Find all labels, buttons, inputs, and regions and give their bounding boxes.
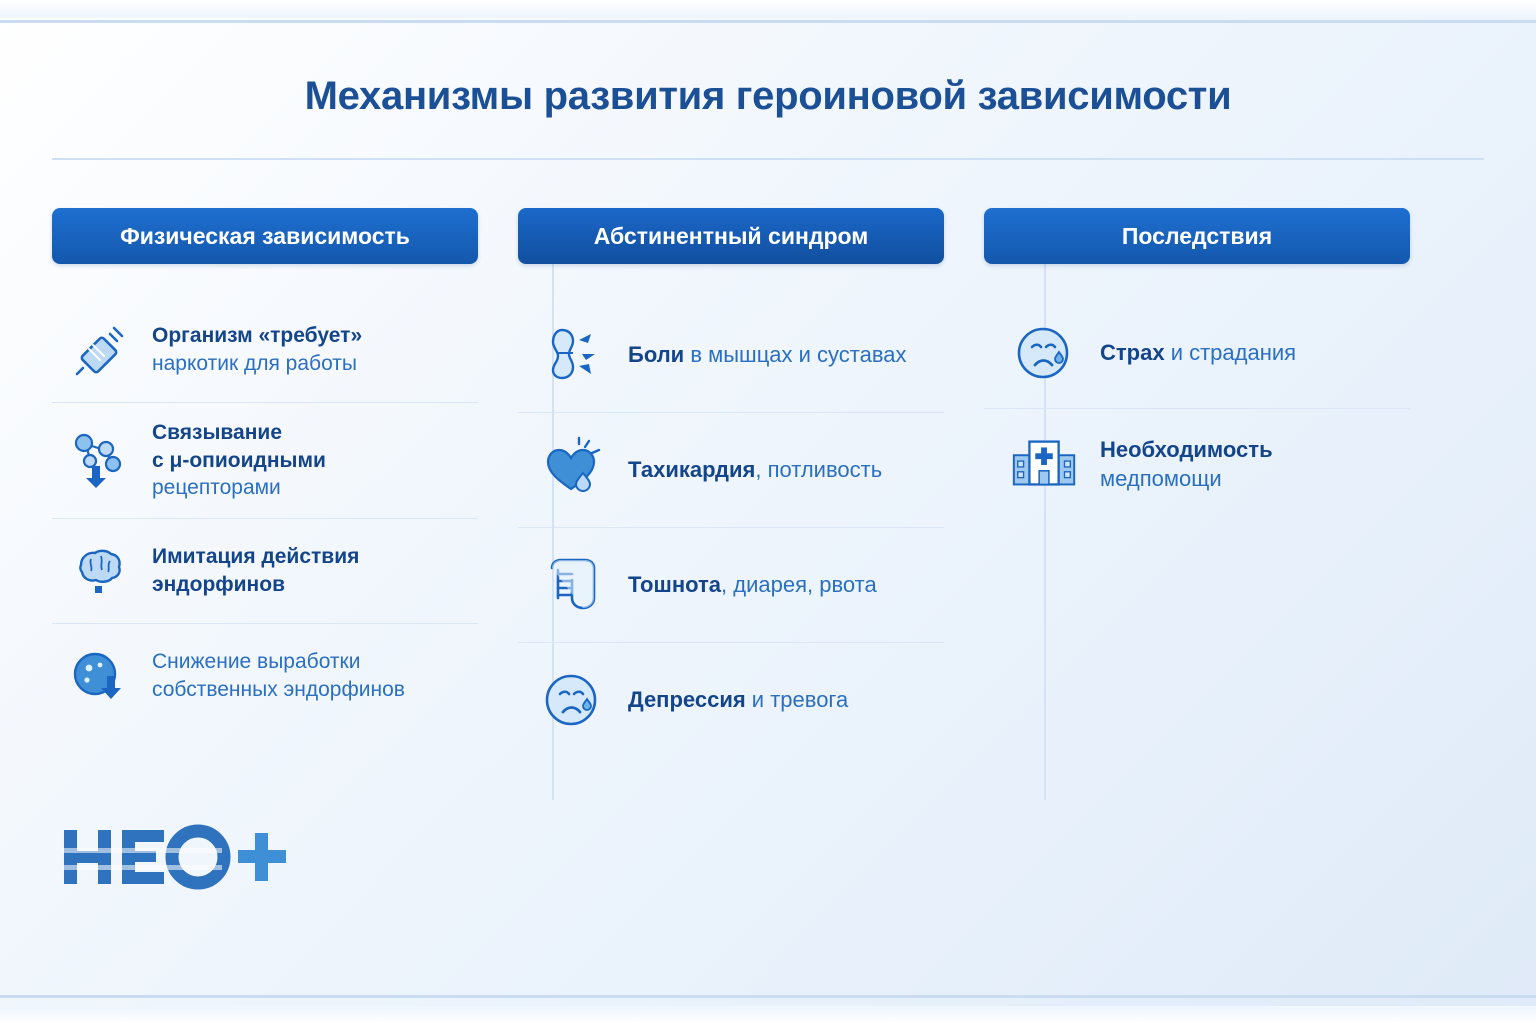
column-2-items — [518, 298, 944, 757]
list-item-text — [152, 543, 359, 598]
column-header-3: Последствия — [984, 208, 1410, 264]
list-item-text — [1100, 435, 1273, 493]
list-item-text — [628, 455, 882, 484]
column-physical-dependence — [52, 208, 478, 757]
intestine-icon — [536, 548, 610, 622]
list-item-text — [152, 322, 362, 377]
endorphin-decrease-icon — [64, 641, 134, 711]
hospital-icon — [1008, 427, 1082, 501]
list-item-text — [628, 340, 907, 369]
column-consequences — [984, 208, 1410, 757]
list-item-text: Снижение выработки собственных эндорфинов — [152, 650, 405, 702]
item-bold-text: Организм «требует» — [152, 324, 363, 348]
sad-face-icon — [536, 663, 610, 737]
list-item[interactable] — [518, 298, 944, 413]
joint-pain-icon — [536, 318, 610, 392]
list-item[interactable] — [518, 413, 944, 528]
item-rest-text: , диарея, рвота — [721, 572, 877, 598]
item-rest-text: наркотик для работы — [152, 352, 357, 375]
item-bold-tail-text: эндорфинов — [152, 573, 285, 597]
list-item[interactable] — [52, 403, 478, 519]
item-rest-text: и тревога — [745, 687, 849, 713]
list-item[interactable] — [984, 409, 1410, 519]
bottom-rule — [0, 995, 1536, 998]
heart-sweat-icon — [536, 433, 610, 507]
list-item[interactable] — [984, 298, 1410, 409]
item-bold-text-2: с μ-опиоидными — [152, 448, 326, 472]
brand-logo — [62, 824, 292, 892]
column-1-items — [52, 298, 478, 728]
neo-plus-logo-icon — [62, 824, 292, 892]
item-rest-text: , потливость — [755, 457, 883, 483]
column-header-2: Абстинентный синдром — [518, 208, 944, 264]
item-rest-text: рецепторами — [152, 476, 281, 500]
item-rest-text: в мышцах и суставах — [684, 342, 907, 368]
item-bold-text: Необходимость — [1100, 436, 1273, 462]
list-item[interactable] — [52, 519, 478, 624]
list-item[interactable] — [518, 528, 944, 643]
list-item-text — [1100, 338, 1296, 367]
column-header-1: Физическая зависимость — [52, 208, 478, 264]
syringe-icon — [64, 315, 134, 385]
top-decorative-band — [0, 0, 1536, 18]
list-item-text — [152, 419, 326, 502]
item-lead-text: Имитация действия — [152, 545, 360, 569]
item-bold-text: Страх — [1100, 340, 1165, 366]
item-bold-text: Связывание — [152, 421, 283, 444]
list-item-text — [628, 570, 877, 599]
item-bold-text: Боли — [628, 342, 685, 368]
list-item[interactable] — [52, 298, 478, 403]
columns-container — [52, 208, 1484, 757]
bottom-decorative-band — [0, 1006, 1536, 1024]
molecule-receptor-icon — [64, 426, 134, 496]
list-item-text — [628, 685, 848, 714]
column-3-items — [984, 298, 1410, 519]
item-bold-text: Тошнота — [628, 572, 722, 598]
column-withdrawal-syndrome — [518, 208, 944, 757]
title-divider — [52, 158, 1484, 160]
item-bold-text: Тахикардия — [628, 457, 756, 483]
crying-face-icon — [1008, 316, 1082, 390]
list-item[interactable] — [518, 643, 944, 757]
brain-icon — [64, 536, 134, 606]
item-rest-text: и страдания — [1164, 340, 1297, 366]
list-item[interactable] — [52, 624, 478, 728]
page-title: Механизмы развития героиновой зависимости — [304, 74, 1232, 118]
top-rule — [0, 20, 1536, 23]
item-rest-text: медпомощи — [1100, 466, 1222, 491]
item-bold-text: Депрессия — [628, 687, 746, 713]
